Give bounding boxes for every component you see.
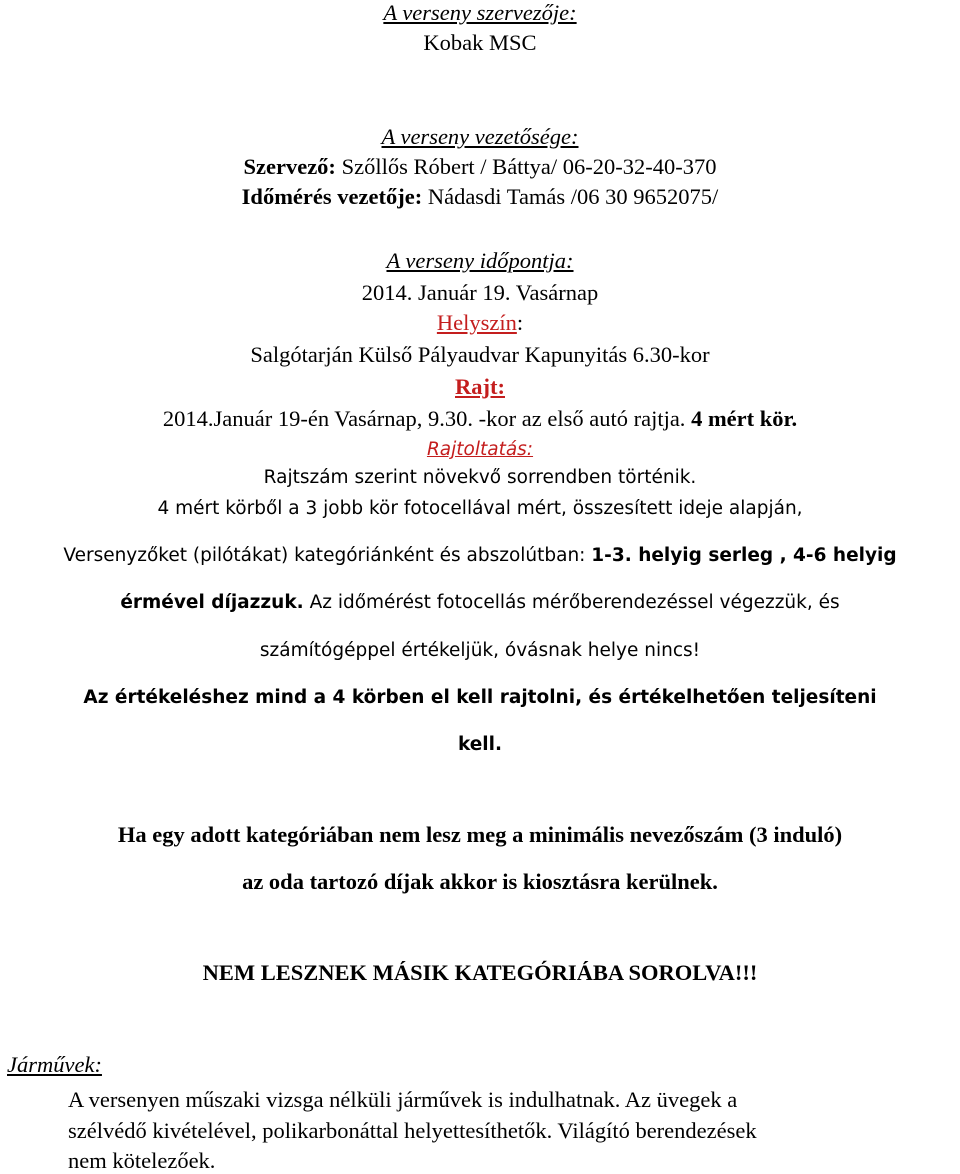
scoring-line-3-rest: Az időmérést fotocellás mérőberendezéssel végezzük, és <box>303 592 840 613</box>
timing-value: Nádasdi Tamás /06 30 9652075/ <box>422 184 719 209</box>
vehicles-heading: Járművek: <box>7 1052 102 1077</box>
management-heading: A verseny vezetősége: <box>381 124 579 149</box>
management-heading-line <box>0 124 960 150</box>
scoring-line-3-bold: érmével díjazzuk. <box>120 592 304 613</box>
start-value: 2014.Január 19-én Vasárnap, 9.30. -kor az első autó rajtja. <box>162 406 692 431</box>
start-order-heading: Rajtoltatás: <box>426 439 534 460</box>
date-heading: A verseny időpontja: <box>386 248 574 273</box>
start-value-line <box>0 406 960 432</box>
organizer-heading-line <box>0 0 960 26</box>
scoring-line-4: számítógéppel értékeljük, óvásnak helye nincs! <box>259 640 701 661</box>
scoring-line-1: 4 mért körből a 3 jobb kör fotocellával mért, összesített ideje alapján, <box>157 498 803 519</box>
venue-heading-line <box>0 310 960 336</box>
scoring-line-2-prefix: Versenyzőket (pilótákat) kategóriánként és abszolútban: <box>63 545 592 566</box>
scoring-line-2-bold: 1-3. helyig serleg , 4-6 helyig <box>591 545 897 566</box>
start-laps: 4 mért kör. <box>691 406 798 431</box>
scoring-line-3 <box>0 592 960 613</box>
organizer-contact-line <box>0 154 960 180</box>
start-order-heading-line <box>0 439 960 460</box>
category-rule-line-1: Ha egy adott kategóriában nem lesz meg a minimális nevezőszám (3 induló) <box>117 822 843 847</box>
organizer-value: Szőllős Róbert / Báttya/ 06-20-32-40-370 <box>335 154 717 179</box>
start-order-value: Rajtszám szerint növekvő sorrendben történik. <box>263 467 697 488</box>
scoring-line-5: Az értékeléshez mind a 4 körben el kell rajtolni, és értékelhetően teljesíteni <box>83 687 877 708</box>
vehicles-line-1: A versenyen műszaki vizsga nélküli járművek is indulhatnak. Az üvegek a <box>68 1087 738 1112</box>
date-heading-line <box>0 248 960 274</box>
organizer-name: Kobak MSC <box>423 30 537 55</box>
venue-colon: : <box>516 310 524 335</box>
vehicles-line-2: szélvédő kivételével, polikarbonáttal helyettesíthetők. Világító berendezések <box>68 1118 757 1143</box>
start-heading: Rajt: <box>455 374 505 399</box>
vehicles-heading-line <box>7 1052 960 1078</box>
scoring-line-2 <box>0 545 960 566</box>
scoring-line-6: kell. <box>457 734 503 755</box>
category-rule-line-2: az oda tartozó díjak akkor is kiosztásra kerülnek. <box>242 869 718 894</box>
category-notice: NEM LESZNEK MÁSIK KATEGÓRIÁBA SOROLVA!!! <box>202 960 758 985</box>
vehicles-line-3: nem kötelezőek. <box>68 1148 216 1173</box>
venue-heading: Helyszín <box>436 310 517 335</box>
date-value: 2014. Január 19. Vasárnap <box>361 280 599 305</box>
organizer-heading: A verseny szervezője: <box>383 0 577 25</box>
start-heading-line <box>0 374 960 400</box>
organizer-label: Szervező: <box>243 154 336 179</box>
timing-contact-line <box>0 184 960 210</box>
timing-label: Időmérés vezetője: <box>241 184 423 209</box>
venue-value: Salgótarján Külső Pályaudvar Kapunyitás 6.30-kor <box>250 342 710 367</box>
